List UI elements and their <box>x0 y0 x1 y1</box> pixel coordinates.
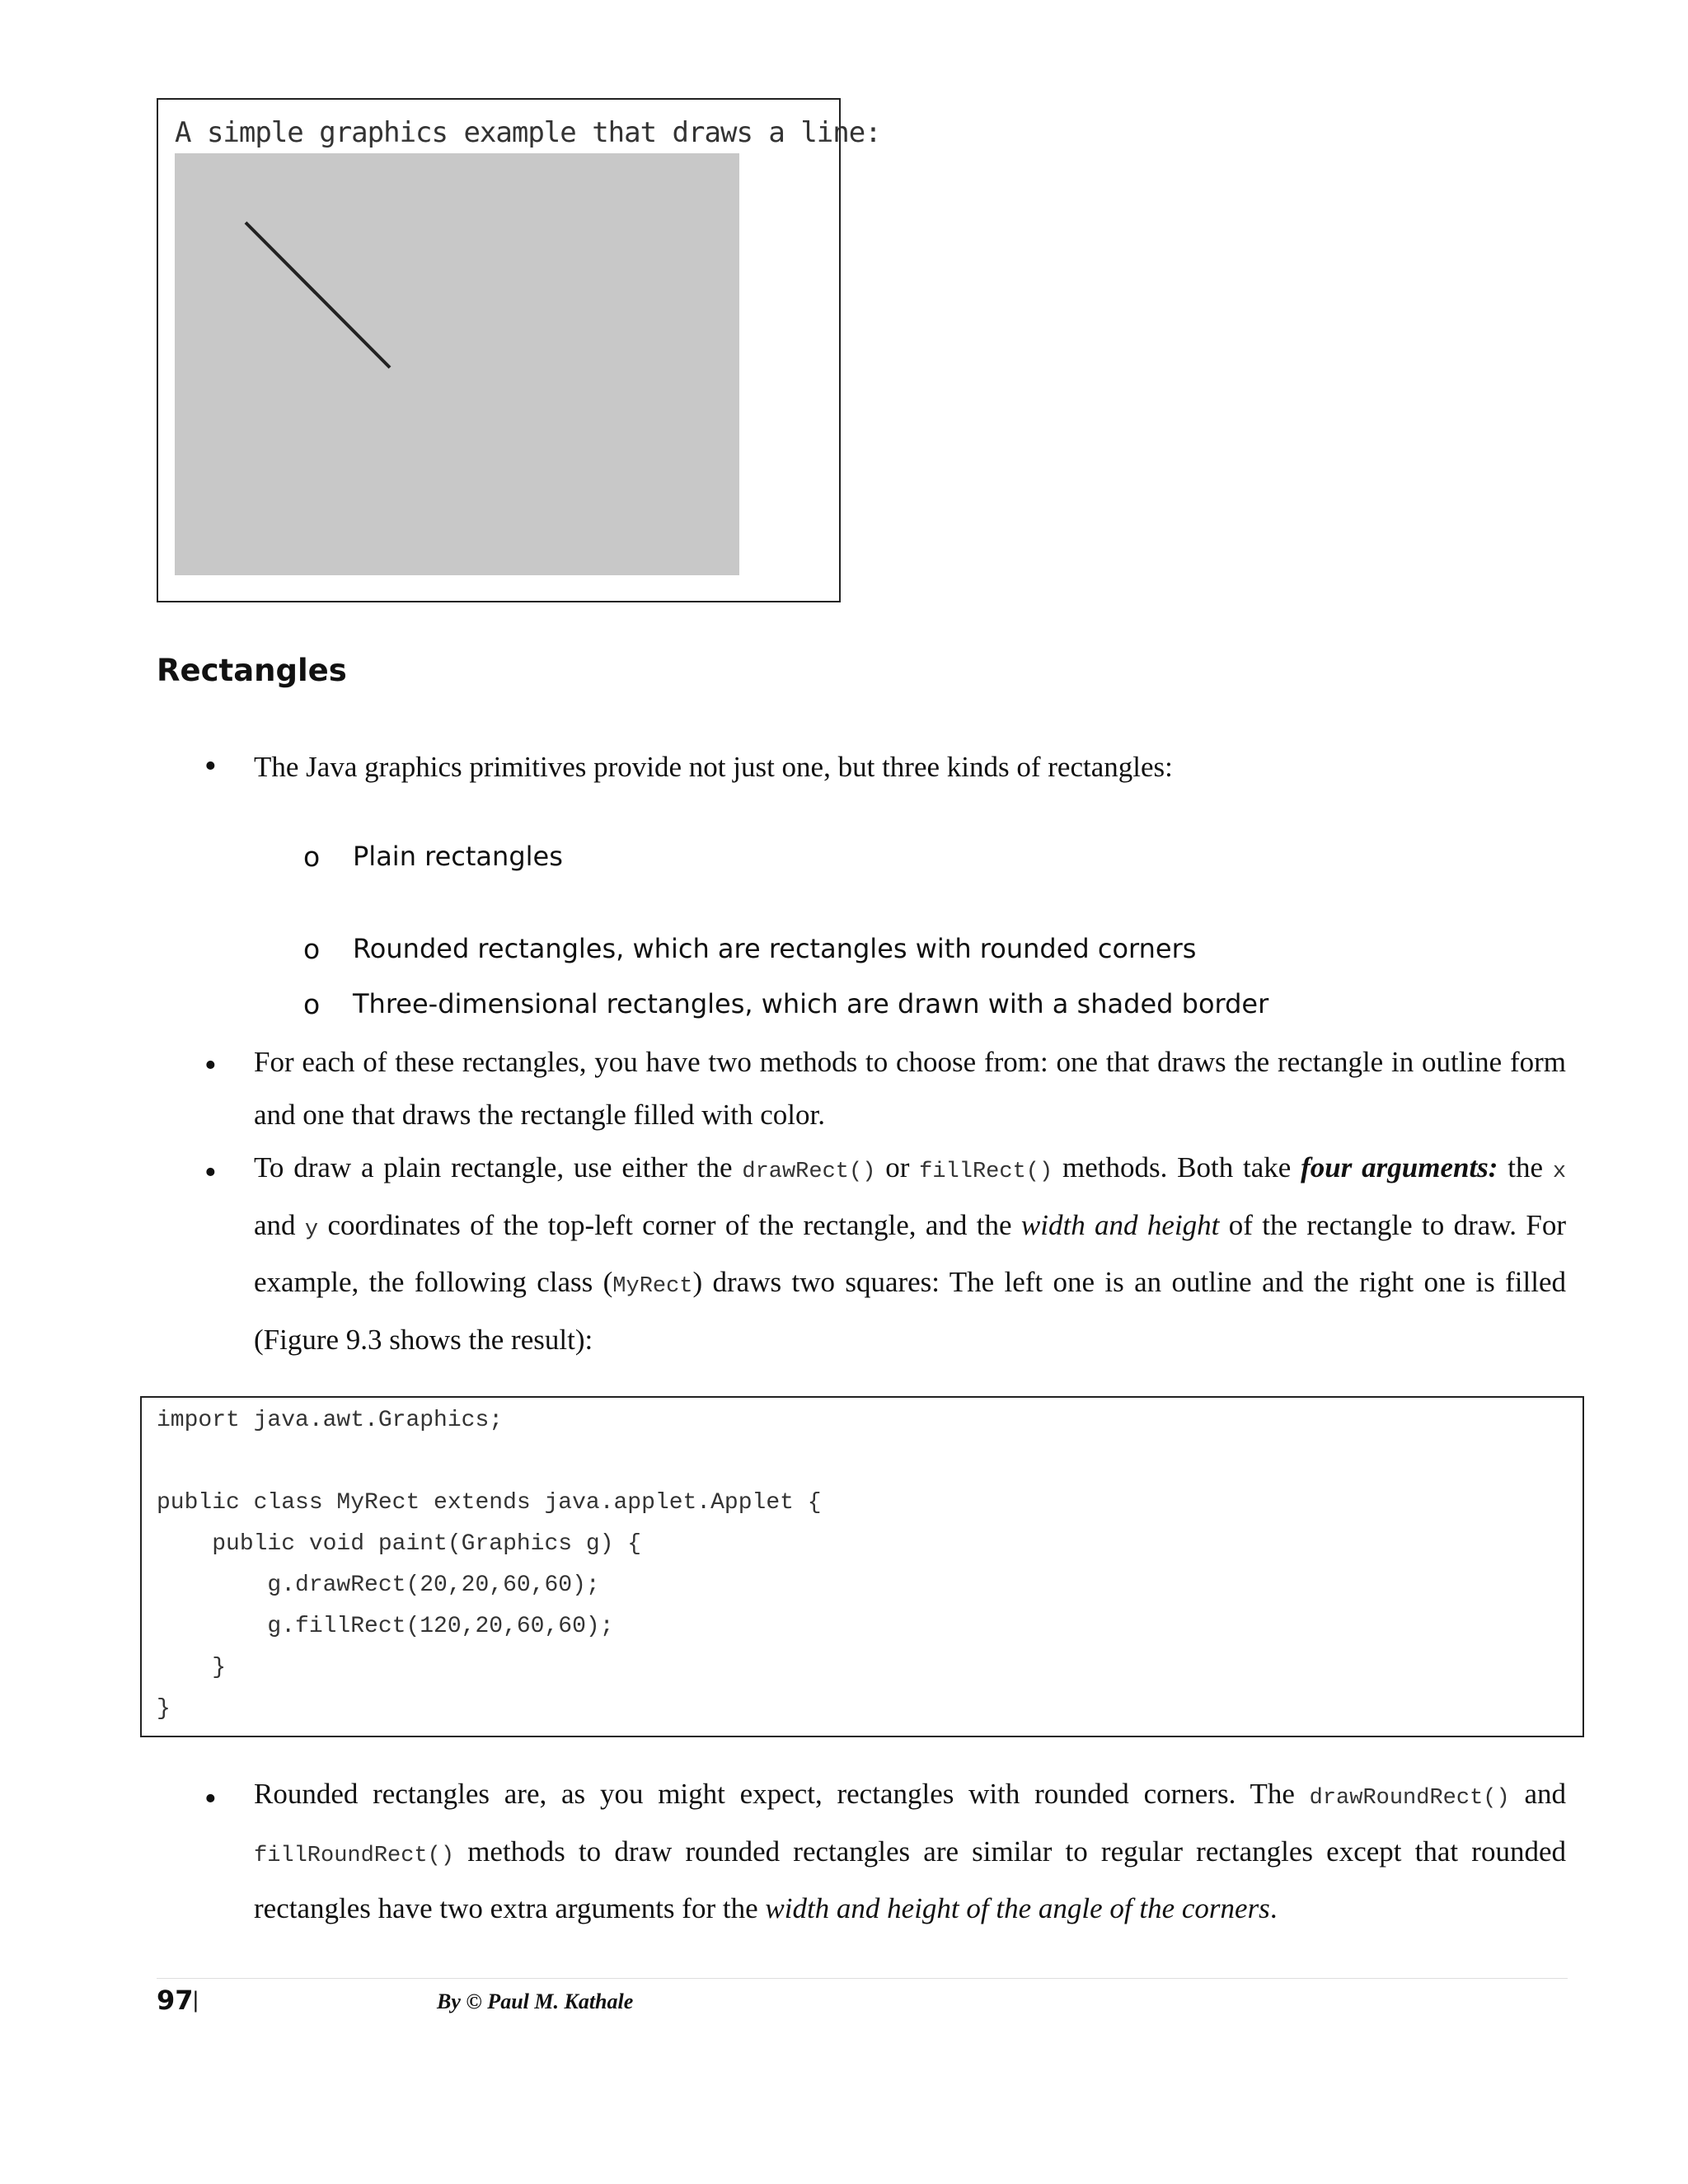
bullet-marker: • <box>204 1780 217 1818</box>
applet-canvas <box>175 153 739 575</box>
page-number: 97 <box>157 1985 194 2016</box>
emphasis: four arguments: <box>1301 1151 1498 1183</box>
code-line: import java.awt.Graphics; <box>157 1408 504 1433</box>
code-line: g.fillRect(120,20,60,60); <box>157 1614 614 1639</box>
sub-item-text: Plain rectangles <box>353 841 563 872</box>
bullet-text: Rounded rectangles are, as you might expect, rectangles with rounded corners. The drawRoundRect() and fillRoundRect() methods to draw rounded rectangles are similar to regular rectangles except that rounded rectangles have two extra arguments for the width and height of the angle of the corners. <box>254 1778 1566 1925</box>
author-credit: By © Paul M. Kathale <box>437 1990 634 2013</box>
line-drawing <box>175 153 739 575</box>
applet-figure <box>157 98 881 602</box>
inline-code: drawRect() <box>742 1160 876 1184</box>
bullet-text: To draw a plain rectangle, use either the drawRect() or fillRect() methods. Both take four arguments: the x and y coordinates of the top-left corner of the rectangle, and the width and height of the rectangle to draw. For example, the following class (MyRect) draws two squares: The left one is an outline and the right one is filled (Figure 9.3 shows the result): <box>254 1151 1567 1357</box>
sub-item-marker: o <box>303 841 321 873</box>
section-heading: Rectangles <box>157 653 347 688</box>
code-line: public void paint(Graphics g) { <box>157 1531 642 1557</box>
page-separator: | <box>192 1988 199 2013</box>
bullet-marker: • <box>204 1154 217 1192</box>
bullet-marker: • <box>204 1047 217 1085</box>
inline-code: x <box>1552 1160 1567 1184</box>
sub-item-text: Rounded rectangles, which are rectangles with rounded corners <box>353 933 1197 964</box>
emphasis: width and height of the angle of the corners <box>765 1892 1270 1925</box>
sub-item-marker: o <box>303 988 321 1020</box>
bullet-text: The Java graphics primitives provide not just one, but three kinds of rectangles: <box>254 751 1173 783</box>
drawn-line <box>246 223 390 368</box>
emphasis: width and height <box>1020 1208 1220 1241</box>
inline-code: fillRoundRect() <box>254 1843 455 1868</box>
code-line: g.drawRect(20,20,60,60); <box>157 1572 600 1598</box>
inline-code: y <box>304 1216 319 1242</box>
code-line: public class MyRect extends java.applet.Applet { <box>157 1490 822 1516</box>
code-block <box>140 1396 1584 1737</box>
bullet-text: For each of these rectangles, you have two methods to choose from: one that draws the rectangle in outline form and one that draws the rectangle filled with color. <box>254 1046 1566 1131</box>
sub-item-text: Three-dimensional rectangles, which are drawn with a shaded border <box>353 988 1269 1019</box>
sub-item-marker: o <box>303 933 321 965</box>
code-line: } <box>157 1696 171 1722</box>
inline-code: MyRect <box>612 1274 693 1300</box>
figure-caption: A simple graphics example that draws a line: <box>175 116 881 149</box>
inline-code: fillRect() <box>919 1160 1053 1184</box>
inline-code: drawRoundRect() <box>1309 1786 1510 1811</box>
bullet-marker: • <box>204 748 217 785</box>
code-line: } <box>157 1655 227 1680</box>
footer-divider <box>157 1978 1568 1979</box>
